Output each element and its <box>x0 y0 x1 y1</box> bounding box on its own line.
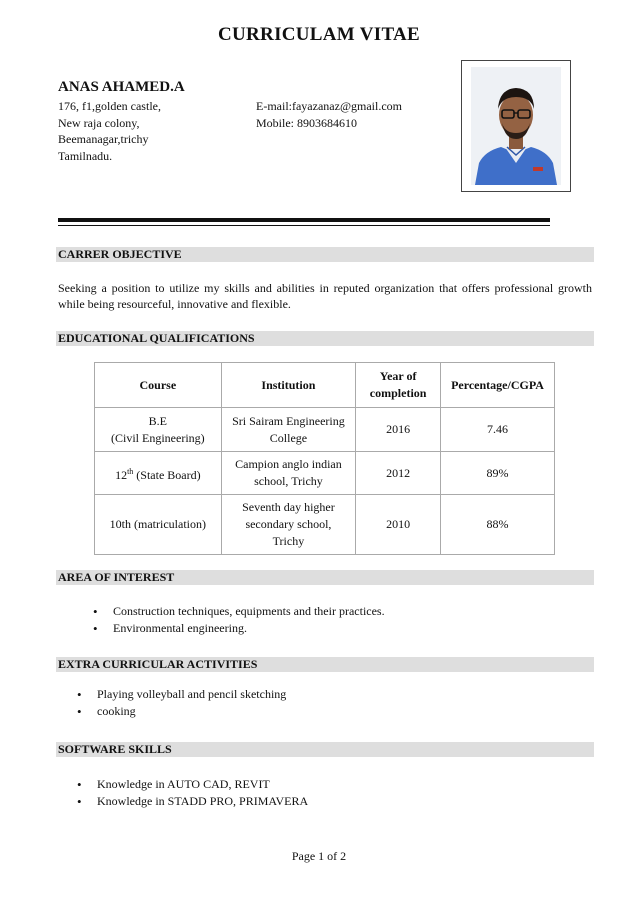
objective-text: Seeking a position to utilize my skills and abilities in reputed organization that offers professional growth while being resourceful, innovative and flexible. <box>58 281 592 311</box>
mobile-text: Mobile: 8903684610 <box>256 115 357 130</box>
course-cell <box>95 452 222 495</box>
interest-list <box>93 603 385 637</box>
institution-line: secondary school, <box>245 517 332 531</box>
institution-line: Sri Sairam Engineering <box>232 413 345 428</box>
score-cell: 7.46 <box>441 408 555 452</box>
course-cell <box>95 408 222 452</box>
score-cell: 89% <box>441 452 555 495</box>
column-header-year <box>356 363 441 408</box>
course-superscript: th <box>127 466 134 476</box>
column-header-institution: Institution <box>221 363 356 408</box>
course-branch: (Civil Engineering) <box>111 430 205 445</box>
list-item: • Knowledge in AUTO CAD, REVIT <box>77 776 308 793</box>
page-number: Page 1 of 2 <box>291 849 347 863</box>
list-item: • Playing volleyball and pencil sketching <box>77 686 286 703</box>
email-text: E-mail:fayazanaz@gmail.com <box>256 99 402 113</box>
section-heading-objective: CARRER OBJECTIVE <box>56 247 594 262</box>
extra-activities-list <box>77 686 286 720</box>
software-skills-list <box>77 776 308 810</box>
table-row <box>95 452 555 495</box>
education-table <box>94 362 555 555</box>
contact-block <box>256 98 402 131</box>
address-line: 176, f1,golden castle, <box>58 99 161 113</box>
column-header-score: Percentage/CGPA <box>441 363 555 408</box>
institution-line: Campion anglo indian <box>235 457 342 471</box>
address-line: Tamilnadu. <box>58 148 113 163</box>
profile-photo <box>471 67 561 185</box>
course-board: (State Board) <box>133 467 201 482</box>
document-title: CURRICULAM VITAE <box>217 24 421 45</box>
profile-photo-frame <box>461 60 571 192</box>
header-divider-thick <box>58 218 550 222</box>
portrait-illustration <box>471 67 561 185</box>
score-cell: 88% <box>441 495 555 555</box>
list-item: • Environmental engineering. <box>93 620 385 637</box>
list-item: • Knowledge in STADD PRO, PRIMAVERA <box>77 793 308 810</box>
section-heading-extra-curricular: EXTRA CURRICULAR ACTIVITIES <box>56 657 594 672</box>
year-cell: 2010 <box>356 495 441 555</box>
address-line: Beemanagar,trichy <box>58 132 149 146</box>
table-row <box>95 408 555 452</box>
address-line: New raja colony, <box>58 115 140 130</box>
course-name: 12 <box>115 467 128 482</box>
column-header-course: Course <box>95 363 222 408</box>
year-cell: 2012 <box>356 452 441 495</box>
section-heading-interest: AREA OF INTEREST <box>56 570 594 585</box>
table-row <box>95 495 555 555</box>
institution-line: school, Trichy <box>254 474 323 488</box>
list-item: • Construction techniques, equipments and their practices. <box>93 603 385 620</box>
institution-line: Seventh day higher <box>242 500 335 514</box>
year-cell: 2016 <box>356 408 441 452</box>
header-divider-thin <box>58 225 550 226</box>
institution-cell <box>221 408 356 452</box>
section-heading-software: SOFTWARE SKILLS <box>56 742 594 757</box>
header-label: Year of completion <box>369 369 427 400</box>
institution-cell <box>221 495 356 555</box>
list-item: • cooking <box>77 703 286 720</box>
course-name: B.E <box>148 413 167 428</box>
candidate-name: ANAS AHAMED.A <box>58 79 185 95</box>
table-header-row <box>95 363 555 408</box>
section-heading-education: EDUCATIONAL QUALIFICATIONS <box>56 331 594 346</box>
institution-line: College <box>269 430 308 445</box>
institution-line: Trichy <box>272 534 305 548</box>
address-block <box>58 98 161 164</box>
course-cell: 10th (matriculation) <box>95 495 222 555</box>
institution-cell <box>221 452 356 495</box>
